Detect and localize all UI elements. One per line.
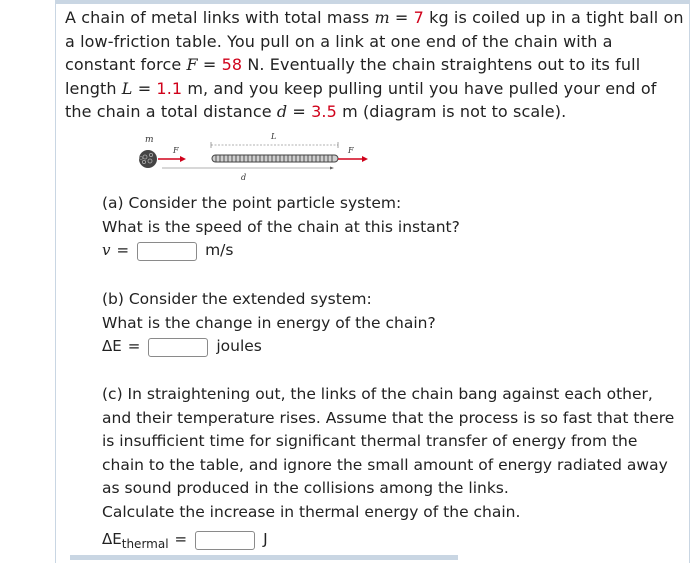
part-b [102, 288, 682, 359]
energy-change-input[interactable] [148, 338, 208, 357]
part-c-question: Calculate the increase in thermal energy of the chain. [102, 502, 521, 521]
chain-diagram [130, 128, 380, 184]
part-b-line2: What is the change in energy of the chain? [102, 313, 436, 332]
part-a [102, 192, 682, 263]
energy-unit: joules [216, 337, 262, 356]
coiled-chain-ball [139, 150, 157, 168]
mass-label: m [145, 135, 154, 145]
part-b-answer-row [102, 335, 682, 359]
force-label-left: F [173, 146, 179, 155]
thermal-var-label: $\Delta E_{thermal}$ [102, 529, 169, 551]
part-c-text: (c) In straightening out, the links of the chain bang against each other, and their temperature rises. Assume that the process is so fast that there is insufficient time for significant thermal transfer of energy from the chain to the table, and ignore the small amount of energy radiated away as sound produced in the collisions among the links. [102, 385, 675, 497]
energy-equals: = [127, 337, 141, 356]
thermal-equals: = [174, 530, 188, 549]
bottom-progress-bar [70, 555, 458, 560]
speed-var-label: v [102, 241, 111, 260]
thermal-unit: J [263, 530, 268, 549]
top-border [55, 0, 689, 4]
straight-chain [212, 155, 338, 162]
force-arrowhead-left [180, 156, 186, 162]
length-label: L [271, 132, 277, 141]
force-label-right: F [348, 146, 354, 155]
part-a-line2: What is the speed of the chain at this instant? [102, 217, 460, 236]
part-a-line1: (a) Consider the point particle system: [102, 194, 402, 212]
problem-statement: A chain of metal links with total mass m = 7 kg is coiled up in a tight ball on a low-friction table. You pull on a link at one end of the chain with a constant force F = 58 N. Eventually the chain straightens out to its full length L = 1.1 m, and you keep pulling until you have pulled your end of the chain a total distance d = 3.5 m (diagram is not to scale). [65, 8, 684, 121]
part-c [102, 383, 682, 552]
speed-unit: m/s [205, 241, 234, 260]
thermal-energy-input[interactable] [195, 531, 255, 550]
speed-input[interactable] [137, 242, 197, 261]
part-a-answer-row [102, 239, 682, 263]
distance-label: d [241, 173, 247, 182]
force-arrowhead-right [362, 156, 368, 162]
part-c-answer-row [102, 528, 682, 552]
speed-equals: = [116, 241, 130, 260]
energy-var-label: ΔE [102, 337, 122, 356]
part-b-line1: (b) Consider the extended system: [102, 290, 372, 308]
